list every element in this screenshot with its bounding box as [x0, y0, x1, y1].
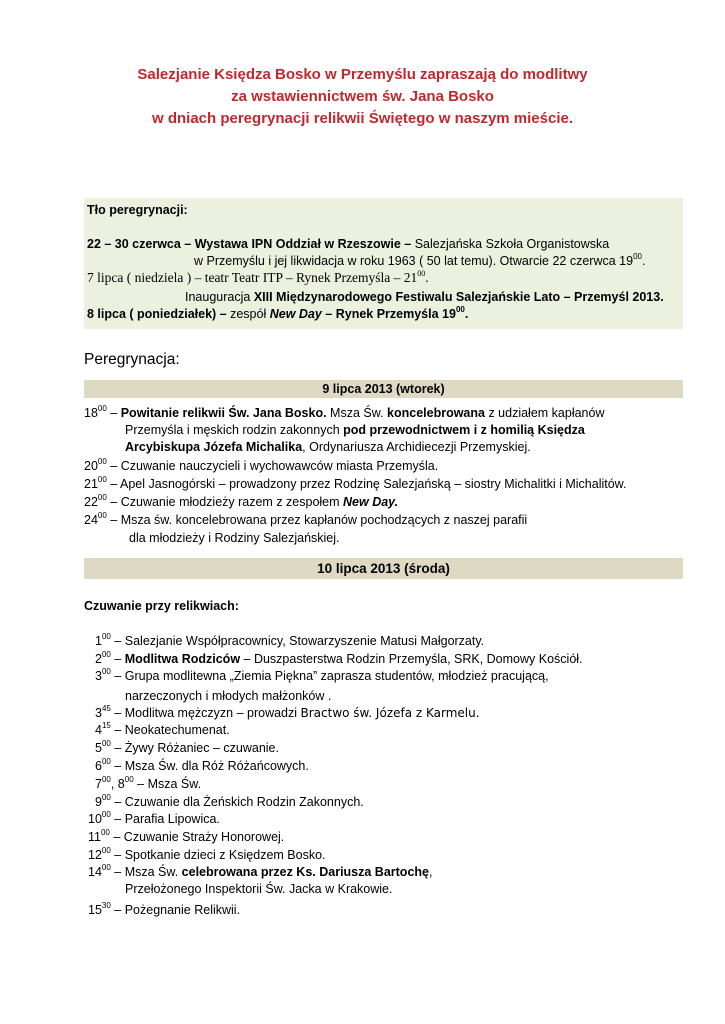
event-1-text: Salezjańska Szkoła Organistowska [411, 237, 610, 251]
minutes: 45 [101, 703, 111, 713]
item-text: – Msza św. koncelebrowana przez kapłanów pochodzących z naszej parafii [106, 513, 528, 527]
minutes: 15 [101, 720, 111, 730]
minutes: 00 [101, 631, 111, 641]
title-line-2: za wstawiennictwem św. Jana Bosko [231, 88, 494, 105]
hour: 4 [95, 723, 102, 737]
day-1-item-1-line-3 [125, 439, 531, 455]
hour: 6 [95, 759, 102, 773]
dash: – [106, 406, 121, 420]
hour: 7 [95, 777, 102, 791]
day-2-item [95, 651, 583, 667]
item-text: – Spotkanie dzieci z Księdzem Bosko. [110, 848, 326, 862]
item-text: – Salezjanie Współpracownicy, Stowarzyszenie Matusi Małgorzaty. [110, 634, 485, 648]
event-1-end: . [641, 254, 646, 268]
item-text: – Modlitwa mężczyzn – prowadzi [110, 706, 301, 720]
event-4-date: 8 lipca ( poniedziałek) – [87, 307, 227, 321]
day-2-item-3-cont: narzeczonych i młodych małżonków . [125, 689, 332, 703]
minutes: 00 [101, 666, 111, 676]
minutes: 00 [101, 649, 111, 659]
hour: 22 [84, 495, 98, 509]
day-2-item [88, 864, 432, 880]
event-3-bold: XIII Międzynarodowego Festiwalu Salezjańskie Lato – Przemyśl 2013. [253, 290, 664, 304]
day-1-item-4 [84, 494, 398, 510]
day-2-item [95, 668, 549, 684]
day-2-item [95, 740, 279, 756]
minutes: 00 [97, 492, 107, 502]
day-1-item-5-line-2: dla młodzieży i Rodziny Salezjańskiej. [129, 531, 340, 545]
event-3-pre: Inauguracja [185, 290, 254, 304]
item-text: – Grupa modlitewna „Ziemia Piękna” zaprasza studentów, młodzież pracującą, [110, 669, 549, 683]
hour: 24 [84, 513, 98, 527]
welcome-text: Powitanie relikwii Św. Jana Bosko. [120, 406, 327, 420]
hour: 12 [88, 848, 102, 862]
background-event-3 [185, 289, 664, 305]
priests-text: z udziałem kapłanów [484, 406, 605, 420]
hour: 21 [84, 477, 98, 491]
day-2-item [88, 811, 220, 827]
event-1-sup: 00 [633, 251, 642, 261]
item-text: – Czuwanie Straży Honorowej. [109, 830, 285, 844]
item-text: – Czuwanie młodzieży razem z zespołem [106, 495, 344, 509]
item-text: – Apel Jasnogórski – prowadzony przez Rodzinę Salezjańską – siostry Michalitki i Michalitów. [106, 477, 627, 491]
brotherhood-name: Bractwo św. Józefa z Karmelu. [300, 706, 480, 720]
minutes: 30 [101, 900, 111, 910]
hour: 3 [95, 706, 102, 720]
background-event-1-cont [194, 253, 645, 269]
line2-bold: pod przewodnictwem i z homilią Księdza [343, 423, 585, 437]
title-line-3: w dniach peregrynacji relikwii Świętego w naszym mieście. [152, 110, 573, 127]
document-title [0, 64, 725, 130]
item-post: – Msza Św. [133, 777, 202, 791]
minutes-2: 00 [124, 774, 134, 784]
item-bold: Modlitwa Rodziców [124, 652, 241, 666]
day-2-item [88, 829, 284, 845]
line2-text: Przemyśla i męskich rodzin zakonnych [125, 423, 344, 437]
hour: 15 [88, 903, 102, 917]
background-event-4 [87, 306, 468, 322]
hour: 10 [88, 812, 102, 826]
minutes: 00 [97, 474, 107, 484]
hour: 18 [84, 406, 98, 420]
day-2-item [95, 705, 480, 721]
background-event-1 [87, 236, 609, 252]
event-4-bold2: – Rynek Przemyśla 19 [321, 307, 456, 321]
hour: 9 [95, 795, 102, 809]
mass-text: Msza Św. [326, 406, 388, 420]
minutes: 00 [101, 845, 111, 855]
concelebrated: koncelebrowana [387, 406, 485, 420]
day-2-item [95, 633, 484, 649]
day-1-item-1-line-2 [125, 422, 585, 438]
day-1-item-5 [84, 512, 527, 528]
background-heading: Tło peregrynacji: [87, 203, 188, 217]
day-2-item-13-cont: Przełożonego Inspektorii Św. Jacka w Krakowie. [125, 882, 393, 896]
day-2-item [88, 847, 326, 863]
day-1-item-3 [84, 476, 627, 492]
day-2-bar: 10 lipca 2013 (środa) [84, 558, 683, 579]
archbishop-name: Arcybiskupa Józefa Michalika [125, 440, 303, 454]
item-text: – Czuwanie dla Żeńskich Rodzin Zakonnych. [110, 795, 364, 809]
item-text: – Parafia Lipowica. [110, 812, 220, 826]
hour: 2 [95, 652, 102, 666]
item-text: – Żywy Różaniec – czuwanie. [110, 741, 279, 755]
item-bold: celebrowana przez Ks. Dariusza Bartochę [181, 865, 429, 879]
minutes: 00 [101, 809, 111, 819]
item-post: – Duszpasterstwa Rodzin Przemyśla, SRK, Domowy Kościół. [240, 652, 583, 666]
hour: 20 [84, 459, 98, 473]
hour: 3 [95, 669, 102, 683]
day-2-subheading: Czuwanie przy relikwiach: [84, 599, 239, 613]
minutes: 00 [97, 510, 107, 520]
event-4-text: zespół [226, 307, 270, 321]
event-2-end: . [425, 270, 429, 285]
title-line-1: Salezjanie Księdza Bosko w Przemyślu zapraszają do modlitwy [137, 66, 588, 83]
event-2-sup: 00 [417, 268, 426, 278]
day-2-item [88, 902, 240, 918]
minutes: 00 [101, 738, 111, 748]
event-1-line2: w Przemyślu i jej likwidacja w roku 1963 ( 50 lat temu). Otwarcie 22 czerwca 19 [194, 254, 634, 268]
minutes: 00 [97, 456, 107, 466]
hour: 11 [88, 830, 101, 844]
minutes: 00 [101, 774, 111, 784]
event-4-sup: 00 [455, 304, 465, 314]
day-1-bar: 9 lipca 2013 (wtorek) [84, 380, 683, 398]
item-text: – Czuwanie nauczycieli i wychowawców miasta Przemyśla. [106, 459, 439, 473]
day-2-item [95, 758, 309, 774]
item-text: , 8 [110, 777, 125, 791]
pilgrimage-heading: Peregrynacja: [84, 351, 180, 368]
day-2-item [95, 794, 364, 810]
minutes: 00 [101, 792, 111, 802]
background-event-2 [87, 270, 429, 286]
event-4-italic: New Day [269, 307, 322, 321]
hour: 14 [88, 865, 102, 879]
item-text: – Msza Św. [110, 865, 182, 879]
minutes: 00 [97, 403, 107, 413]
day-1-item-2 [84, 458, 438, 474]
item-text: – Neokatechumenat. [110, 723, 230, 737]
day-2-item [95, 776, 201, 792]
archbishop-title: , Ordynariusza Archidiecezji Przemyskiej. [302, 440, 531, 454]
minutes: 00 [100, 827, 110, 837]
event-4-end: . [464, 307, 469, 321]
day-2-item [95, 722, 230, 738]
day-1-item-1 [84, 405, 604, 421]
item-text: – [110, 652, 125, 666]
item-text: – Msza Św. dla Róż Różańcowych. [110, 759, 309, 773]
item-text: – Pożegnanie Relikwii. [110, 903, 241, 917]
event-1-date: 22 – 30 czerwca – Wystawa IPN Oddział w Rzeszowie – [87, 237, 412, 251]
band-name: New Day. [343, 495, 399, 509]
minutes: 00 [101, 862, 111, 872]
item-post: , [428, 865, 433, 879]
hour: 5 [95, 741, 102, 755]
hour: 1 [95, 634, 102, 648]
minutes: 00 [101, 756, 111, 766]
event-2-text: 7 lipca ( niedziela ) – teatr Teatr ITP – Rynek Przemyśla – 21 [87, 270, 418, 285]
